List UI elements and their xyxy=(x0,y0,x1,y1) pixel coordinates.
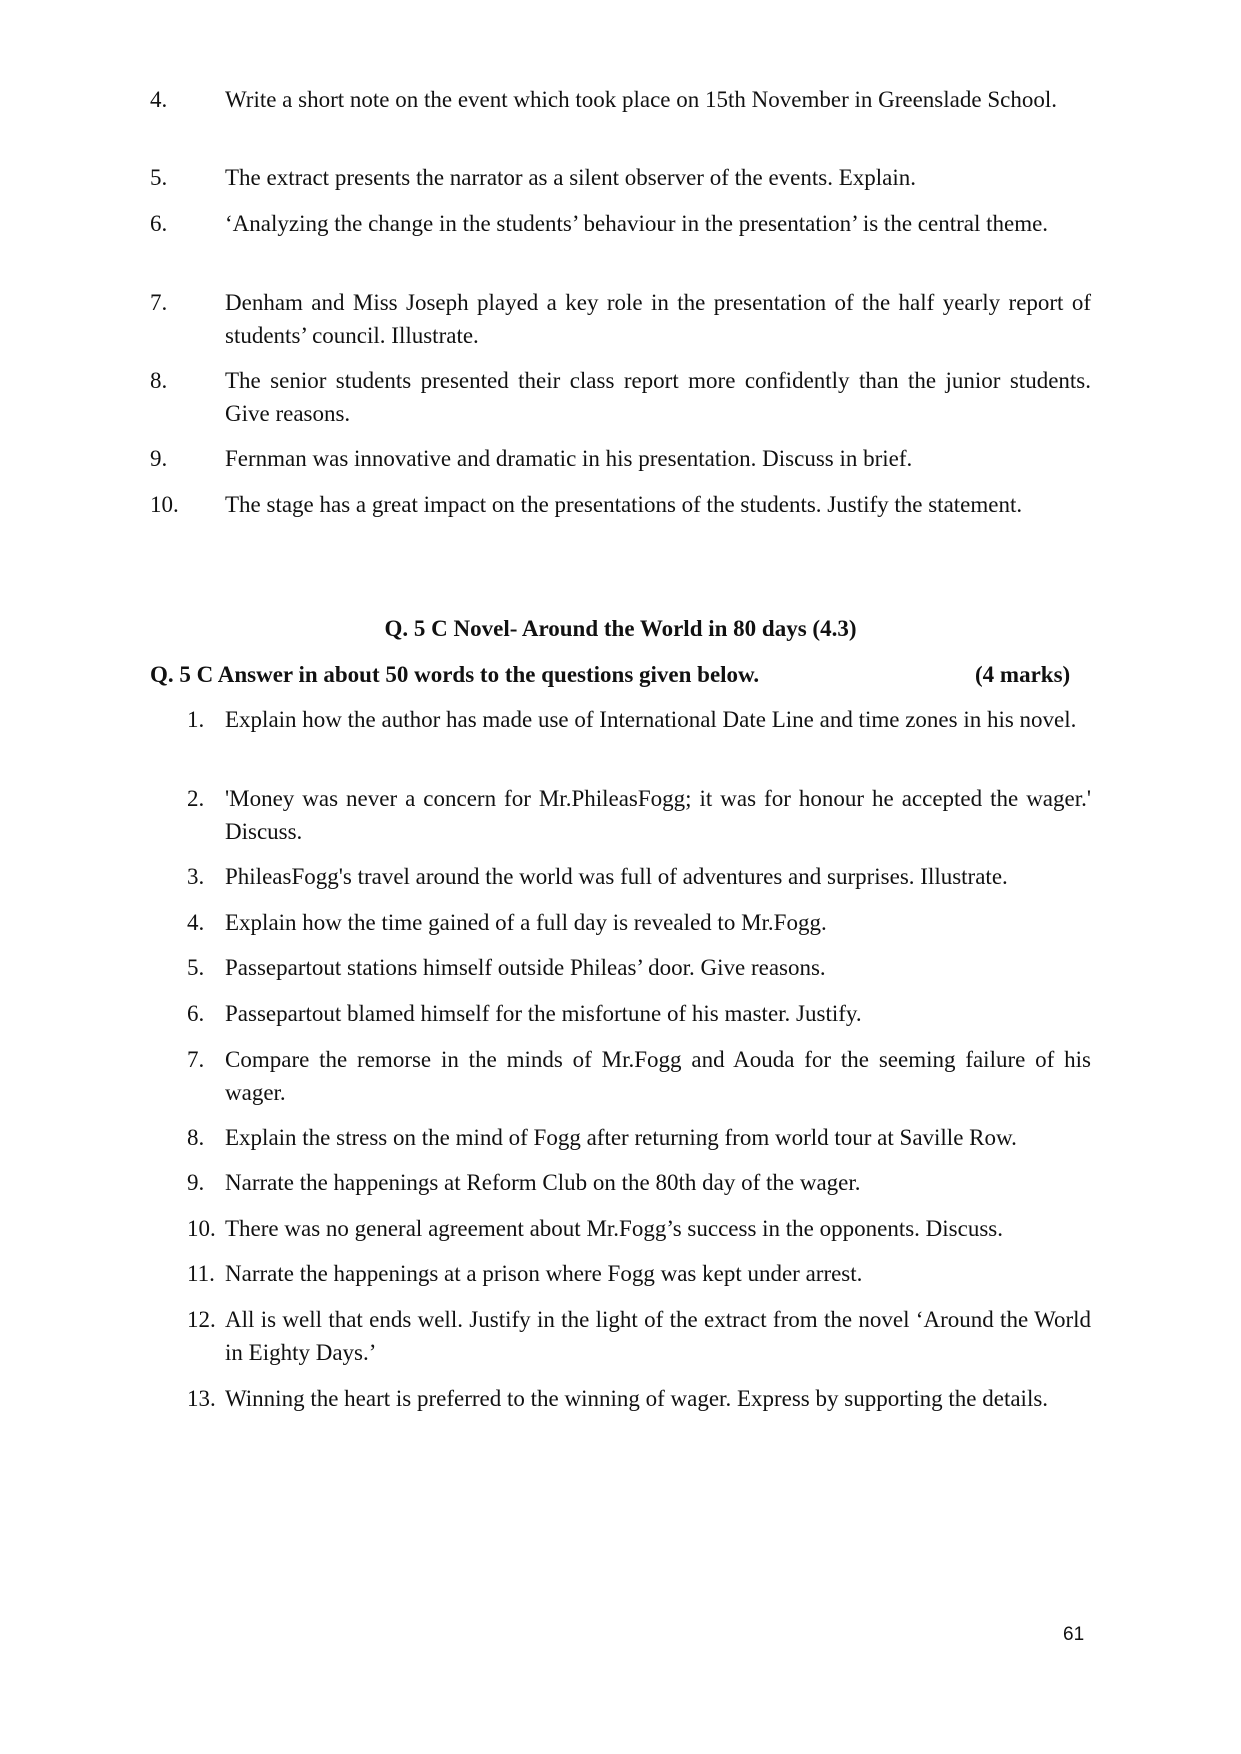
section-heading: Q. 5 C Novel- Around the World in 80 days (4.3) xyxy=(384,616,857,641)
item-text: Passepartout stations himself outside Phileas’ door. Give reasons. xyxy=(225,955,826,980)
item-text: ‘Analyzing the change in the students’ behaviour in the presentation’ is the central theme. xyxy=(225,211,1049,236)
item-number: 8. xyxy=(187,1125,205,1150)
item-text: 'Money was never a concern for Mr.PhileasFogg; it was for honour he accepted the wager.' Discuss. xyxy=(225,786,1091,844)
item-text: Passepartout blamed himself for the misfortune of his master. Justify. xyxy=(225,1001,862,1026)
item-number: 6. xyxy=(150,211,168,236)
item-text: Narrate the happenings at a prison where Fogg was kept under arrest. xyxy=(225,1261,863,1286)
item-number: 10. xyxy=(150,492,179,517)
item-text: Compare the remorse in the minds of Mr.Fogg and Aouda for the seeming failure of his wager. xyxy=(225,1047,1091,1105)
item-text: Fernman was innovative and dramatic in his presentation. Discuss in brief. xyxy=(225,446,913,471)
item-number: 6. xyxy=(187,1001,205,1026)
item-text: Explain how the author has made use of International Date Line and time zones in his novel. xyxy=(225,707,1077,732)
item-number: 3. xyxy=(187,864,205,889)
item-number: 5. xyxy=(150,165,168,190)
item-number: 9. xyxy=(187,1170,205,1195)
item-text: There was no general agreement about Mr.Fogg’s success in the opponents. Discuss. xyxy=(225,1216,1003,1241)
item-text: Explain how the time gained of a full day is revealed to Mr.Fogg. xyxy=(225,910,827,935)
item-number: 4. xyxy=(150,87,168,112)
page-number: 61 xyxy=(1063,1624,1085,1645)
item-number: 8. xyxy=(150,368,168,393)
item-number: 7. xyxy=(187,1047,205,1072)
item-number: 11. xyxy=(187,1261,215,1286)
item-text: PhileasFogg's travel around the world was full of adventures and surprises. Illustrate. xyxy=(225,864,1008,889)
item-text: The senior students presented their class report more confidently than the junior students. Give reasons. xyxy=(225,368,1091,426)
item-number: 4. xyxy=(187,910,205,935)
item-text: Denham and Miss Joseph played a key role in the presentation of the half yearly report of students’ council. Illustrate. xyxy=(225,290,1091,348)
item-text: All is well that ends well. Justify in the light of the extract from the novel ‘Around the World in Eighty Days.’ xyxy=(225,1307,1091,1365)
marks-label: (4 marks) xyxy=(975,662,1071,687)
item-number: 5. xyxy=(187,955,205,980)
item-number: 7. xyxy=(150,290,168,315)
item-number: 2. xyxy=(187,786,205,811)
item-text: Explain the stress on the mind of Fogg after returning from world tour at Saville Row. xyxy=(225,1125,1017,1150)
item-number: 9. xyxy=(150,446,168,471)
item-text: Narrate the happenings at Reform Club on the 80th day of the wager. xyxy=(225,1170,861,1195)
item-text: The stage has a great impact on the presentations of the students. Justify the statement. xyxy=(225,492,1023,517)
item-text: Winning the heart is preferred to the winning of wager. Express by supporting the details. xyxy=(225,1386,1049,1411)
item-number: 10. xyxy=(187,1216,216,1241)
item-number: 12. xyxy=(187,1307,216,1332)
section-instruction: Q. 5 C Answer in about 50 words to the questions given below. xyxy=(150,662,760,687)
item-number: 1. xyxy=(187,707,205,732)
item-number: 13. xyxy=(187,1386,216,1411)
item-text: The extract presents the narrator as a silent observer of the events. Explain. xyxy=(225,165,917,190)
item-text: Write a short note on the event which took place on 15th November in Greenslade School. xyxy=(225,87,1057,112)
